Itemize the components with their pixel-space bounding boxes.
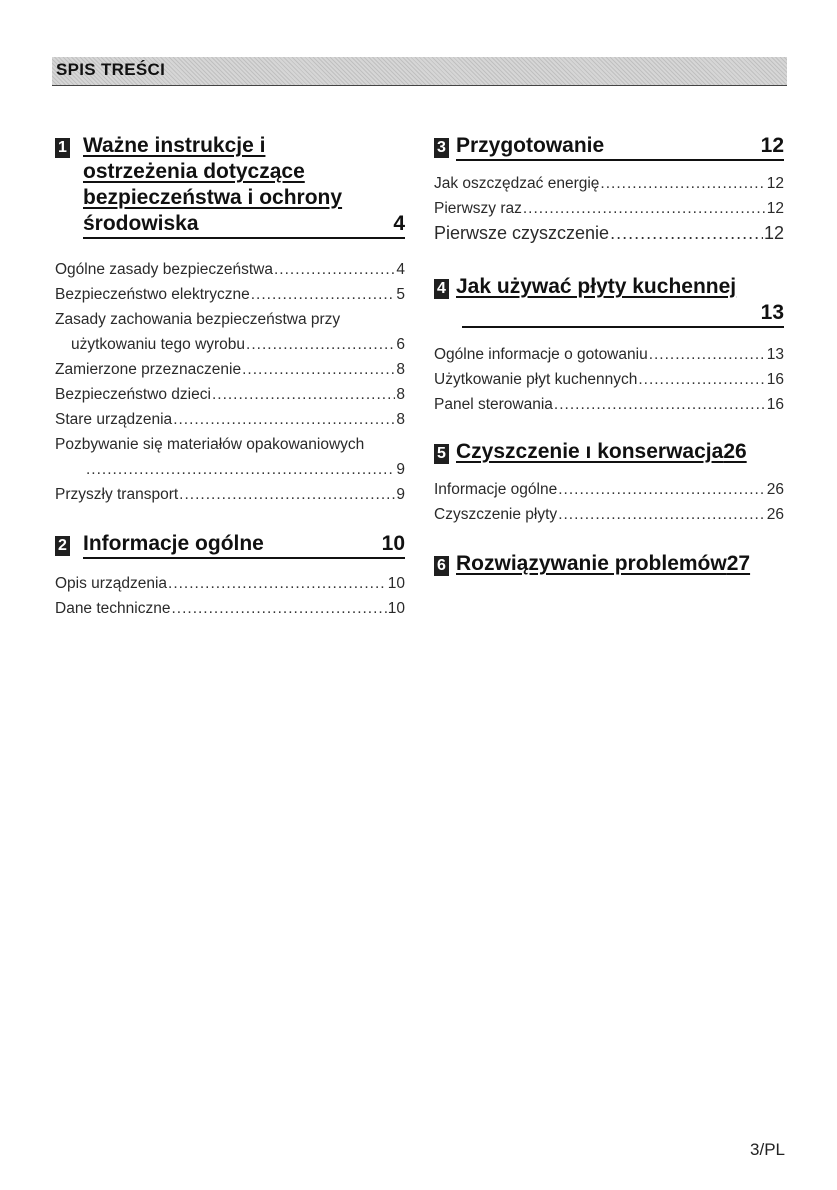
toc-entry[interactable]: [55, 382, 405, 407]
toc-entry-page: 12: [763, 223, 784, 243]
toc-entry-title: Bezpieczeństwo dzieci: [55, 386, 211, 403]
chapter-3-heading[interactable]: [434, 133, 784, 161]
chapter-3-page: 12: [760, 134, 784, 157]
chapter-1-number-badge: 1: [55, 138, 70, 158]
toc-entry-title: Ogólne informacje o gotowaniu: [434, 346, 648, 363]
chapter-2-page: 10: [381, 532, 405, 555]
chapter-1-title-line: bezpieczeństwa i ochrony: [83, 186, 343, 209]
chapter-1-title-line: Ważne instrukcje i: [83, 134, 266, 157]
toc-left-column: [55, 133, 405, 621]
toc-entry[interactable]: [434, 221, 784, 246]
chapter-3-title: Przygotowanie: [456, 134, 605, 157]
toc-entry[interactable]: [434, 342, 784, 367]
toc-entry-title: użytkowaniu tego wyrobu: [71, 336, 246, 353]
toc-entry-page: 26: [766, 506, 784, 523]
toc-entry[interactable]: [434, 171, 784, 196]
toc-entry-page: 10: [387, 575, 405, 592]
chapter-1-page: 4: [393, 212, 405, 235]
chapter-1-title-line: ostrzeżenia dotyczące: [83, 160, 305, 183]
chapter-2-entries: [55, 571, 405, 621]
chapter-4-number-badge: 4: [434, 279, 449, 299]
toc-entry-title: Pierwsze czyszczenie: [434, 223, 610, 243]
chapter-4-title: Jak używać płyty kuchennej: [456, 275, 737, 298]
toc-entry[interactable]: [55, 282, 405, 307]
toc-entry-page: 12: [766, 175, 784, 192]
chapter-3-number-badge: 3: [434, 138, 449, 158]
toc-entry-page: 26: [766, 481, 784, 498]
toc-entry-title: Przyszły transport: [55, 486, 179, 503]
toc-entry-wrapped-line[interactable]: Zasady zachowania bezpieczeństwa przy: [55, 311, 341, 328]
chapter-2-title: Informacje ogólne: [83, 532, 264, 555]
toc-entry-title: Zamierzone przeznaczenie: [55, 361, 242, 378]
chapter-6-number-badge: 6: [434, 556, 449, 576]
toc-entry-page: 6: [396, 336, 405, 353]
chapter-4-heading[interactable]: [434, 274, 784, 328]
toc-entry-title: Jak oszczędzać energię: [434, 175, 600, 192]
toc-entry[interactable]: [55, 257, 405, 282]
chapter-5-heading[interactable]: [434, 439, 784, 465]
toc-entry-page: 9: [396, 486, 405, 503]
toc-entry-page: 12: [766, 200, 784, 217]
toc-entry-title: Opis urządzenia: [55, 575, 168, 592]
toc-entry[interactable]: [434, 477, 784, 502]
toc-entry-title: Bezpieczeństwo elektryczne: [55, 286, 250, 303]
chapter-3-entries: [434, 171, 784, 246]
toc-entry-page: 13: [766, 346, 784, 363]
toc-entry[interactable]: [55, 332, 405, 357]
chapter-5-number-badge: 5: [434, 444, 449, 464]
toc-entry-wrapped-line[interactable]: Pozbywanie się materiałów opakowaniowych: [55, 436, 365, 453]
chapter-1-title-line: środowiska: [83, 212, 199, 235]
toc-entry-page: 10: [387, 600, 405, 617]
page-title: SPIS TREŚCI: [56, 60, 166, 79]
toc-entry-title: Panel sterowania: [434, 396, 553, 413]
chapter-1-heading[interactable]: [55, 133, 405, 239]
toc-entry-page: 8: [396, 411, 405, 428]
toc-right-column: [434, 133, 784, 577]
chapter-4-page: 13: [760, 301, 784, 324]
toc-entry[interactable]: [434, 367, 784, 392]
chapter-6-title: Rozwiązywanie problemów: [456, 552, 727, 575]
toc-entry[interactable]: [434, 502, 784, 527]
toc-entry-title: Dane techniczne: [55, 600, 171, 617]
toc-entry-title: Użytkowanie płyt kuchennych: [434, 371, 638, 388]
chapter-2-number-badge: 2: [55, 536, 70, 556]
header-bar: [52, 57, 787, 86]
toc-entry-page: 5: [396, 286, 405, 303]
toc-entry-page: 8: [396, 361, 405, 378]
toc-entry-title: Stare urządzenia: [55, 411, 173, 428]
chapter-1-entries: [55, 257, 405, 507]
toc-entry[interactable]: [55, 407, 405, 432]
chapter-5-title: Czyszczenie ı konserwacja: [456, 440, 724, 463]
toc-entry-title: Pierwszy raz: [434, 200, 522, 217]
toc-entry[interactable]: [55, 457, 405, 482]
toc-entry-page: 9: [396, 461, 405, 478]
toc-entry-page: 8: [396, 386, 405, 403]
toc-entry[interactable]: [55, 357, 405, 382]
toc-entry[interactable]: [434, 392, 784, 417]
chapter-2-heading[interactable]: [55, 531, 405, 559]
toc-entry-page: 16: [766, 396, 784, 413]
toc-entry-title: Czyszczenie płyty: [434, 506, 558, 523]
toc-entry[interactable]: [55, 482, 405, 507]
toc-entry[interactable]: [55, 596, 405, 621]
toc-entry-title: Ogólne zasady bezpieczeństwa: [55, 261, 273, 278]
toc-entry[interactable]: [434, 196, 784, 221]
page-number: 3/PL: [750, 1140, 785, 1159]
chapter-4-entries: [434, 342, 784, 417]
chapter-5-entries: [434, 477, 784, 527]
toc-entry-title: Informacje ogólne: [434, 481, 558, 498]
toc-entry-page: 4: [396, 261, 405, 278]
toc-entry-page: 16: [766, 371, 784, 388]
chapter-6-page: 27: [726, 552, 751, 575]
chapter-5-page: 26: [723, 440, 747, 463]
toc-entry[interactable]: [55, 571, 405, 596]
chapter-6-heading[interactable]: [434, 551, 784, 577]
